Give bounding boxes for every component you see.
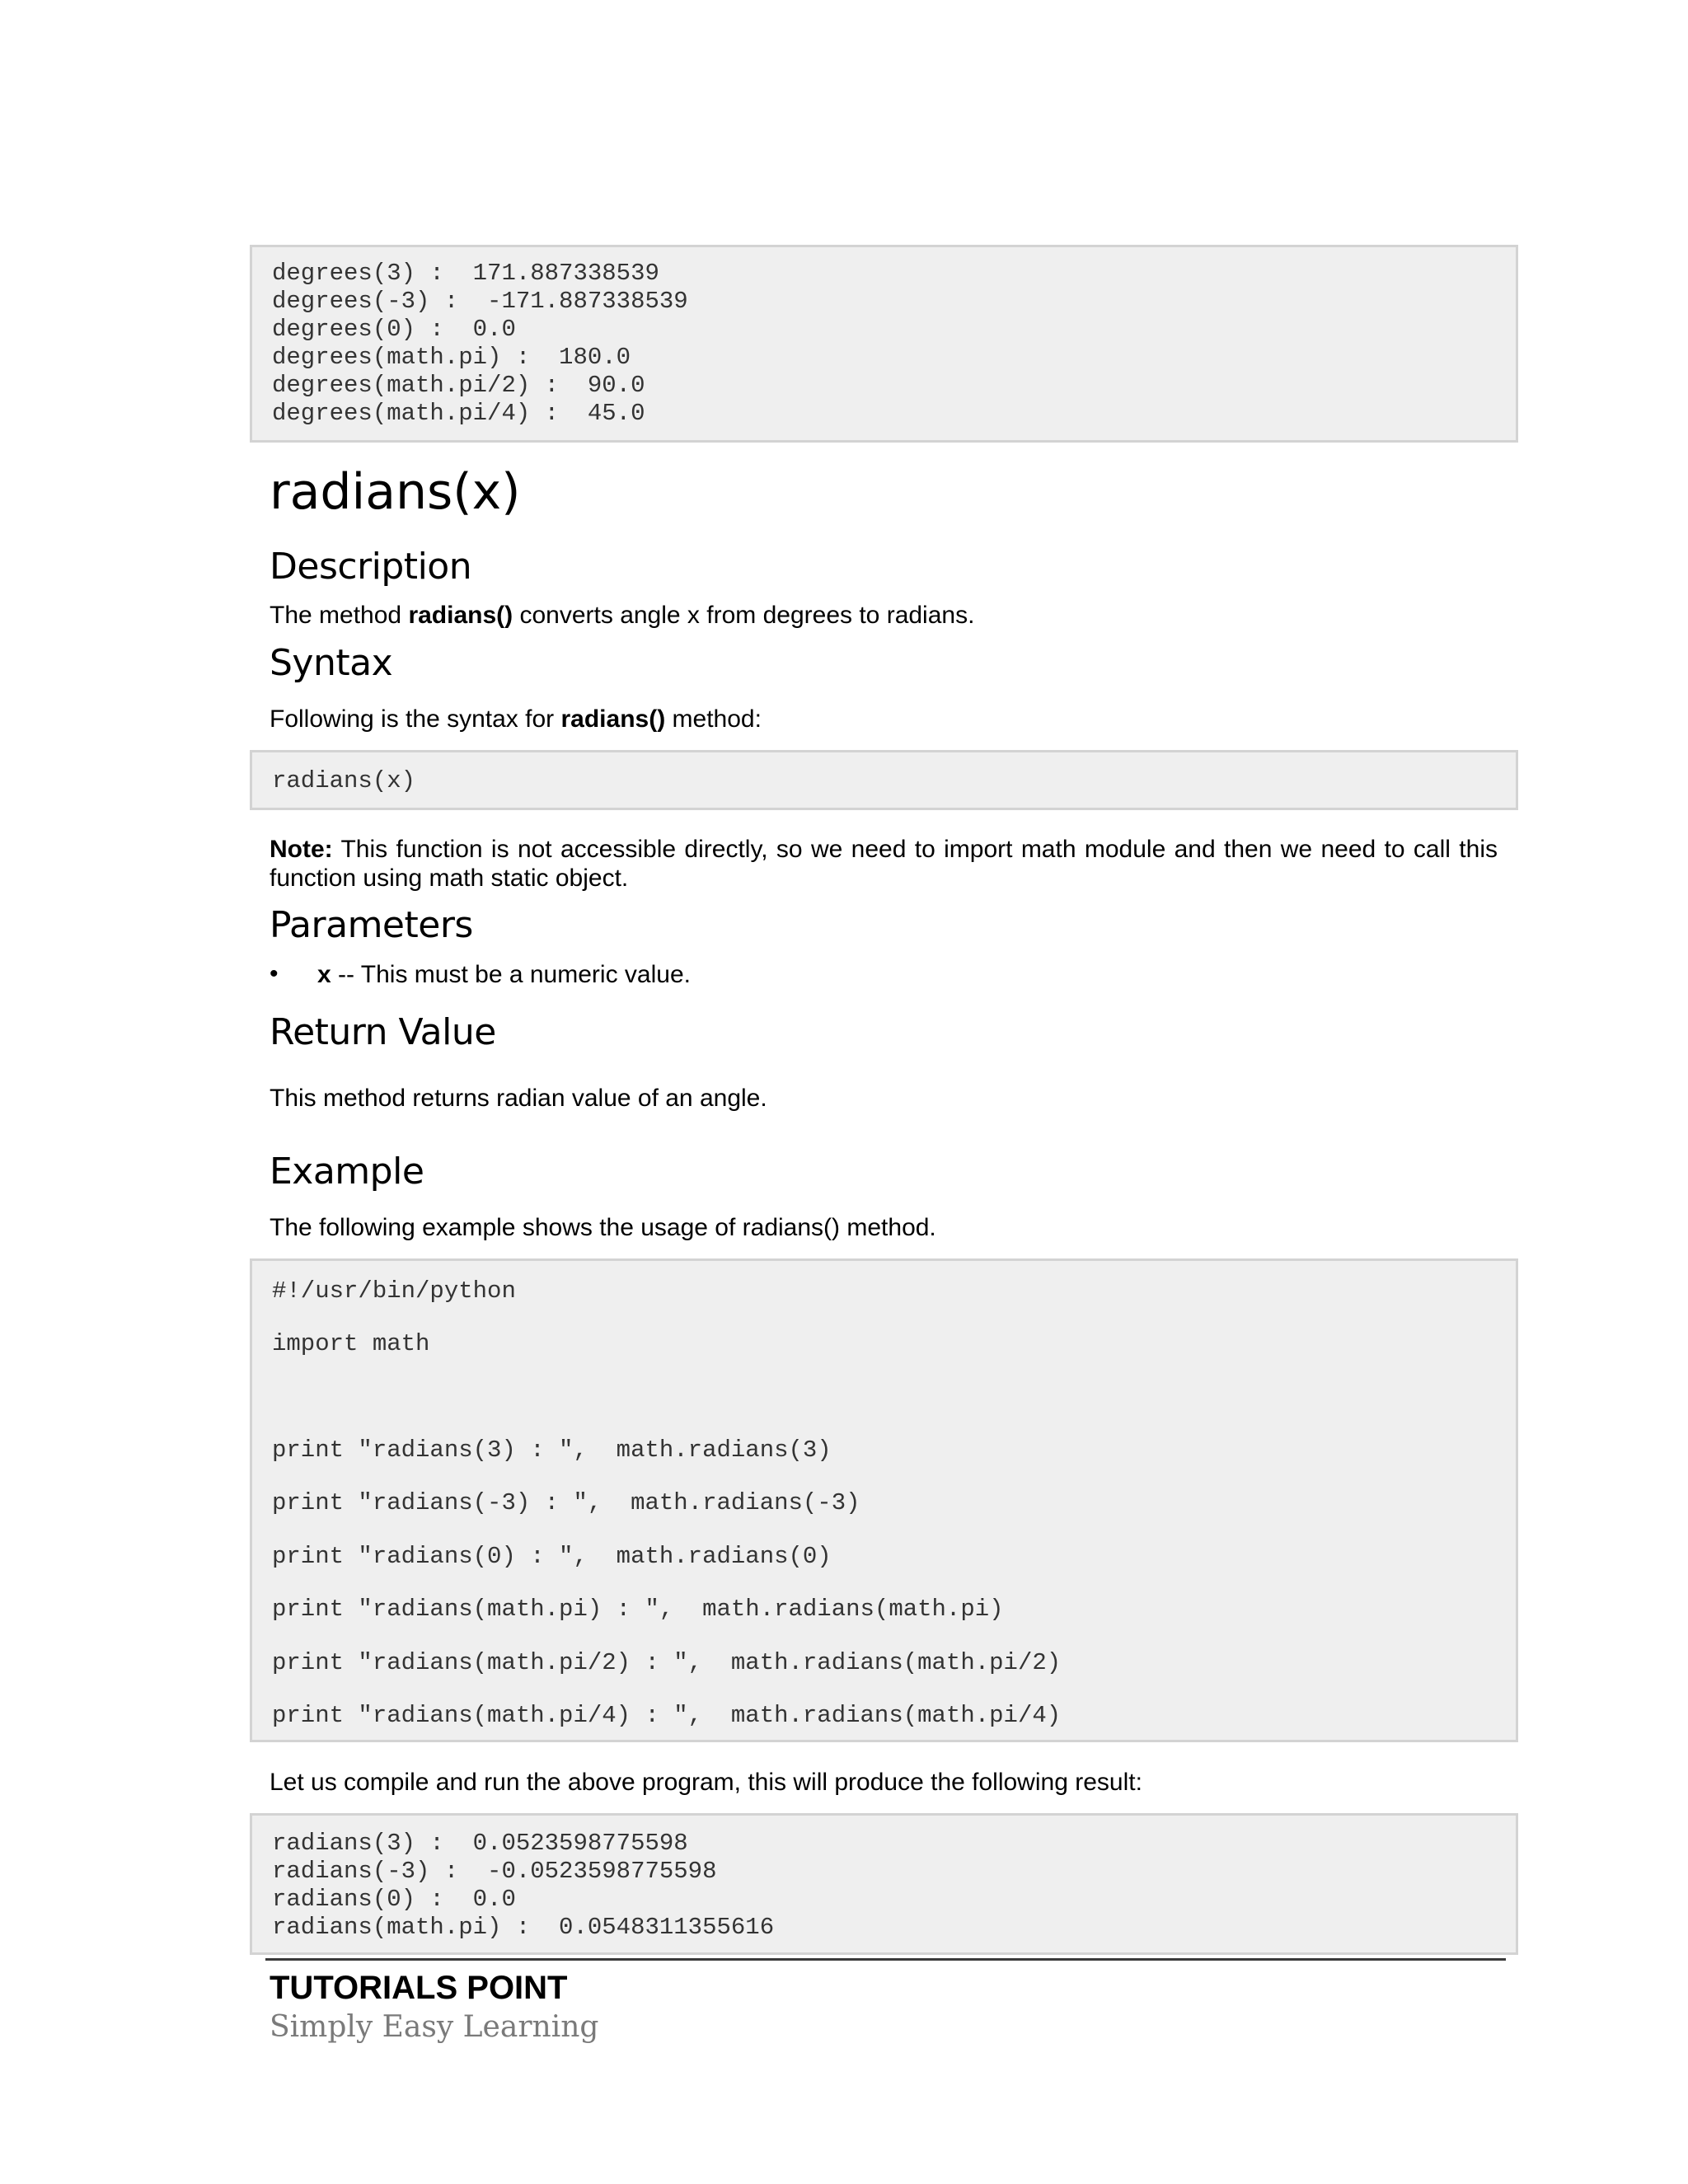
code-line: degrees(-3) : -171.887338539 <box>272 288 688 315</box>
code-line: print "radians(0) : ", math.radians(0) <box>272 1543 832 1570</box>
code-line: radians(3) : 0.0523598775598 <box>272 1830 688 1857</box>
output-code-block <box>250 245 1518 443</box>
code-line: print "radians(math.pi) : ", math.radians(math.pi) <box>272 1596 1004 1623</box>
note-paragraph: Note: This function is not accessible directly, so we need to import math module and then we need to call this function using math static object. <box>270 836 1498 892</box>
code-line: print "radians(-3) : ", math.radians(-3) <box>272 1489 860 1516</box>
code-line: degrees(3) : 171.887338539 <box>272 260 659 287</box>
footer-tagline: Simply Easy Learning <box>270 2010 599 2044</box>
code-line: import math <box>272 1330 430 1357</box>
code-line: radians(-3) : -0.0523598775598 <box>272 1858 717 1885</box>
parameter-item: x -- This must be a numeric value. <box>317 961 691 988</box>
code-line: radians(0) : 0.0 <box>272 1886 516 1913</box>
syntax-text: Following is the syntax for radians() method: <box>270 705 762 733</box>
bullet-icon: • <box>270 960 279 987</box>
return-value-text: This method returns radian value of an angle. <box>270 1085 767 1112</box>
syntax-code-block <box>250 750 1518 810</box>
result-intro: Let us compile and run the above program, this will produce the following result: <box>270 1769 1142 1796</box>
code-line: print "radians(3) : ", math.radians(3) <box>272 1436 832 1464</box>
description-text: The method radians() converts angle x from degrees to radians. <box>270 602 975 629</box>
return-value-heading: Return Value <box>270 1011 496 1053</box>
description-heading: Description <box>270 546 472 588</box>
code-line: degrees(math.pi/2) : 90.0 <box>272 372 645 399</box>
code-line: #!/usr/bin/python <box>272 1277 516 1305</box>
parameters-heading: Parameters <box>270 904 473 946</box>
code-line: degrees(math.pi) : 180.0 <box>272 344 631 371</box>
footer-divider <box>265 1958 1506 1961</box>
page-title: radians(x) <box>270 463 521 521</box>
result-code-block <box>250 1813 1518 1955</box>
code-line: degrees(math.pi/4) : 45.0 <box>272 400 645 427</box>
example-intro: The following example shows the usage of radians() method. <box>270 1214 936 1241</box>
code-line: radians(x) <box>272 767 416 794</box>
example-code-block <box>250 1258 1518 1742</box>
footer-brand: TUTORIALS POINT <box>270 1970 568 2006</box>
syntax-heading: Syntax <box>270 642 393 684</box>
code-line: radians(math.pi) : 0.0548311355616 <box>272 1914 775 1941</box>
example-heading: Example <box>270 1151 424 1193</box>
code-line: print "radians(math.pi/2) : ", math.radians(math.pi/2) <box>272 1649 1062 1676</box>
code-line: print "radians(math.pi/4) : ", math.radians(math.pi/4) <box>272 1702 1062 1729</box>
code-line: degrees(0) : 0.0 <box>272 316 516 343</box>
